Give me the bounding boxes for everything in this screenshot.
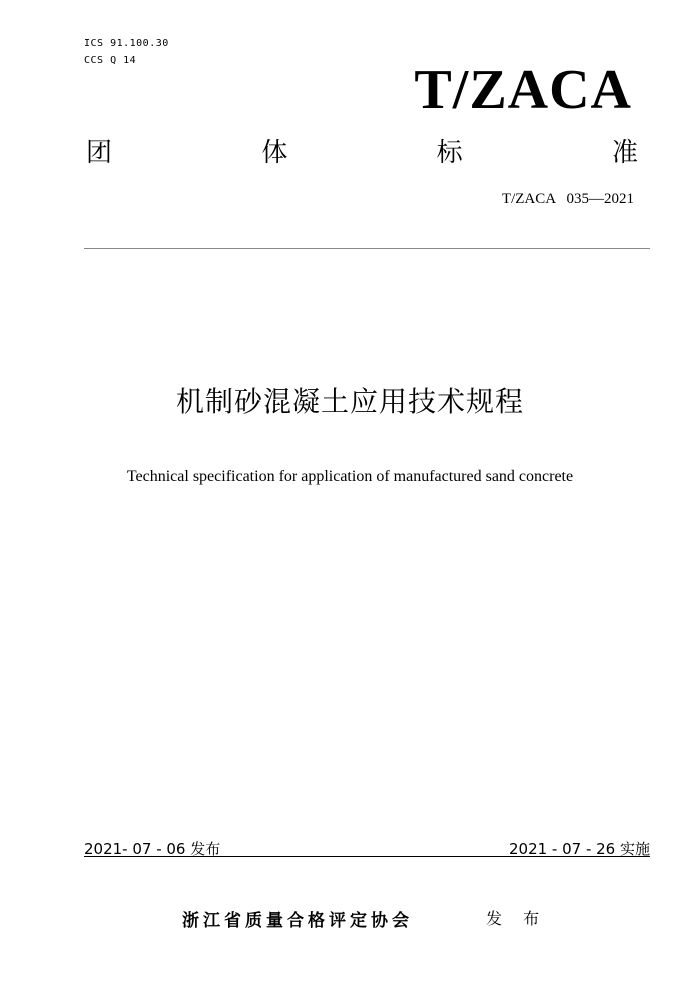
standard-type-char: 团 (86, 138, 113, 168)
standard-type (86, 140, 638, 166)
document-title-chinese: 机制砂混凝土应用技术规程 (175, 385, 524, 418)
org-code-logo: T/ZACA (414, 59, 632, 121)
document-title-english: Technical specification for application of manufactured sand concrete (126, 468, 574, 485)
standard-type-char: 标 (436, 138, 463, 168)
ics-code: ICS 91.100.30 (84, 38, 169, 49)
issue-date: 2021- 07 - 06 发布 (84, 840, 221, 858)
header-divider (84, 248, 650, 249)
issue-label: 发 布 (486, 909, 548, 928)
issuing-organization: 浙江省质量合格评定协会 (182, 911, 413, 931)
implementation-date: 2021 - 07 - 26 实施 (508, 840, 650, 858)
ccs-code: CCS Q 14 (84, 55, 137, 66)
date-divider (84, 856, 650, 857)
standard-type-char: 体 (261, 138, 288, 168)
standard-type-char: 准 (611, 138, 638, 168)
standard-number: T/ZACA 035—2021 (501, 191, 634, 207)
